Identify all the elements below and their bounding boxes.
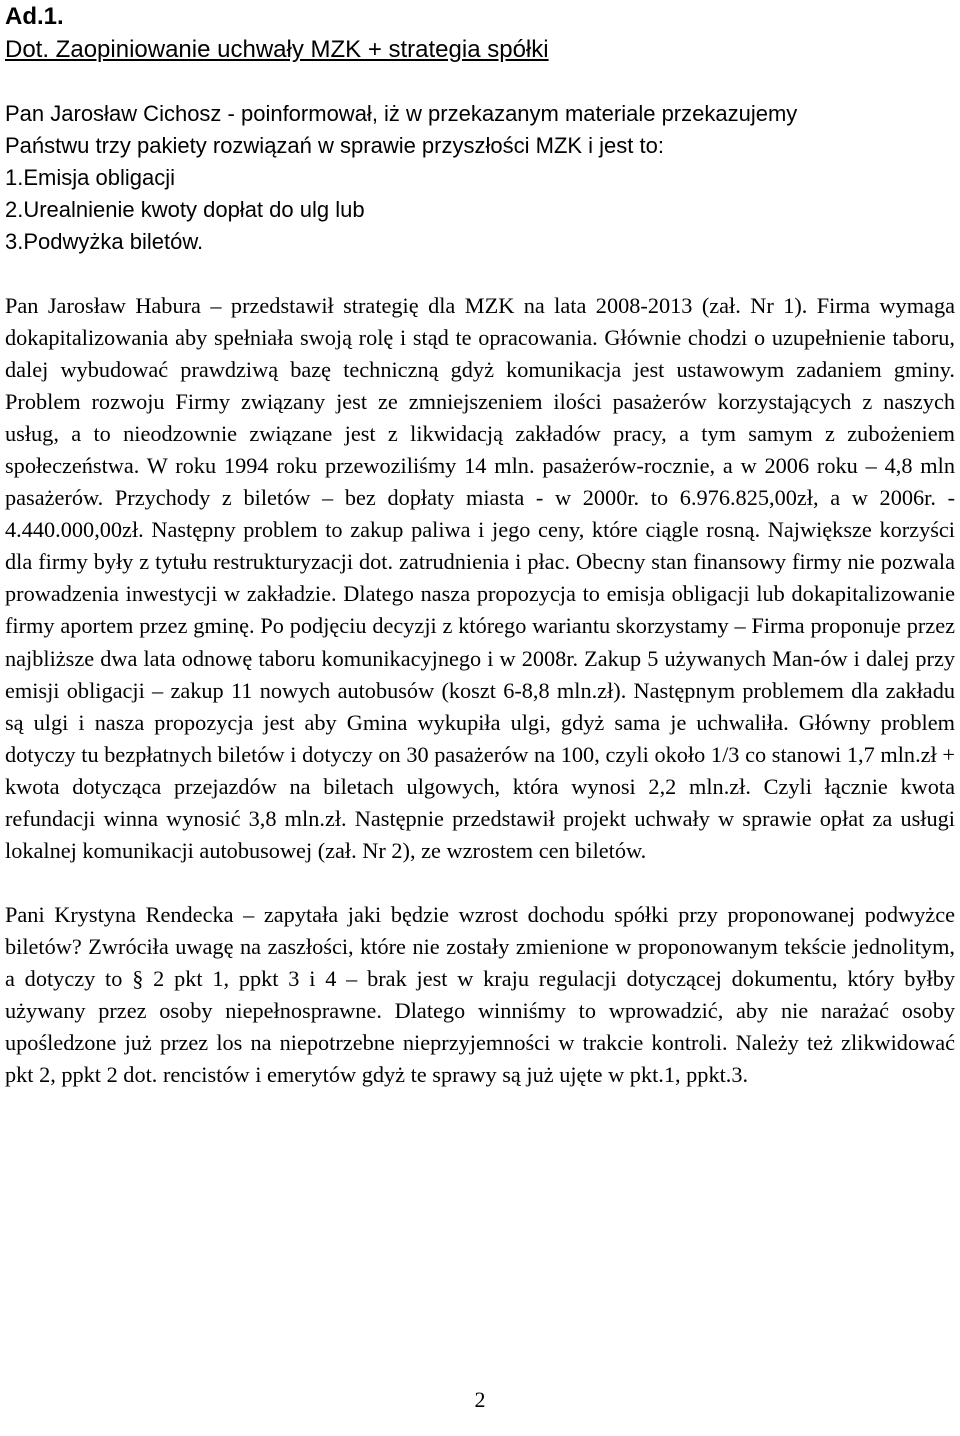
subject-line <box>5 34 955 66</box>
intro-line: Pan Jarosław Cichosz - poinformował, iż w przekazanym materiale przekazujemy <box>5 101 798 126</box>
intro-list-item: 2.Urealnienie kwoty dopłat do ulg lub <box>5 197 365 222</box>
subject-prefix: Dot. <box>5 36 50 63</box>
subject-text: Zaopiniowanie uchwały MZK + strategia spółki <box>49 36 549 63</box>
intro-list-item: 3.Podwyżka biletów. <box>5 229 204 254</box>
intro-line: Państwu trzy pakiety rozwiązań w sprawie przyszłości MZK i jest to: <box>5 133 664 158</box>
intro-block <box>5 98 955 258</box>
paragraph-rendecka: Pani Krystyna Rendecka – zapytała jaki będzie wzrost dochodu spółki przy proponowanej podwyżce biletów? Zwróciła uwagę na zaszłości, które nie zostały zmienione w proponowanym tekście jednolitym, a dotyczy to § 2 pkt 1, ppkt 3 i 4 – brak jest w kraju regulacji dotyczącej dokumentu, który byłby używany przez osoby niepełnosprawne. Dlatego winniśmy to wprowadzić, aby nie narażać osoby upośledzone już przez los na niepotrzebne nieprzyjemności w trakcie kontroli. Należy też zlikwidować pkt 2, ppkt 2 dot. rencistów i emerytów gdyż te sprawy są już ujęte w pkt.1, ppkt.3. <box>5 901 955 1088</box>
item-heading: Ad.1. <box>5 3 64 30</box>
document-page <box>5 0 955 1091</box>
page-number: 2 <box>474 1387 486 1412</box>
intro-list-item: 1.Emisja obligacji <box>5 165 175 190</box>
paragraph-habura: Pan Jarosław Habura – przedstawił strategię dla MZK na lata 2008-2013 (zał. Nr 1). Firma wymaga dokapitalizowania aby spełniała swoją rolę i stąd te opracowania. Głównie chodzi o uzupełnienie taboru, dalej wybudować prawdziwą bazę techniczną gdyż komunikacja jest ustawowym zadaniem gminy. Problem rozwoju Firmy związany jest ze zmniejszeniem ilości pasażerów korzystających z naszych usług, a to nieodzownie związane jest z likwidacją zakładów pracy, a tym samym z zubożeniem społeczeństwa. W roku 1994 roku przewoziliśmy 14 mln. pasażerów-rocznie, a w 2006 roku – 4,8 mln pasażerów. Przychody z biletów – bez dopłaty miasta - w 2000r. to 6.976.825,00zł, a w 2006r. - 4.440.000,00zł. Następny problem to zakup paliwa i jego ceny, które ciągle rosną. Największe korzyści dla firmy były z tytułu restrukturyzacji dot. zatrudnienia i płac. Obecny stan finansowy firmy nie pozwala prowadzenia inwestycji w zakładzie. Dlatego nasza propozycja to emisja obligacji lub dokapitalizowanie firmy aportem przez gminę. Po podjęciu decyzji z którego wariantu skorzystamy – Firma proponuje przez najbliższe dwa lata odnowę taboru komunikacyjnego i w 2008r. Zakup 5 używanych Man-ów i dalej przy emisji obligacji – zakup 11 nowych autobusów (koszt 6-8,8 mln.zł). Następnym problemem dla zakładu są ulgi i nasza propozycja jest aby Gmina wykupiła ulgi, gdyż sama je uchwaliła. Główny problem dotyczy tu bezpłatnych biletów i dotyczy on 30 pasażerów na 100, czyli około 1/3 co stanowi 1,7 mln.zł + kwota dotycząca przejazdów na biletach ulgowych, która wynosi 2,2 mln.zł. Czyli łącznie kwota refundacji winna wynosić 3,8 mln.zł. Następnie przedstawił projekt uchwały w sprawie opłat za usługi lokalnej komunikacji autobusowej (zał. Nr 2), ze wzrostem cen biletów. <box>5 293 955 863</box>
